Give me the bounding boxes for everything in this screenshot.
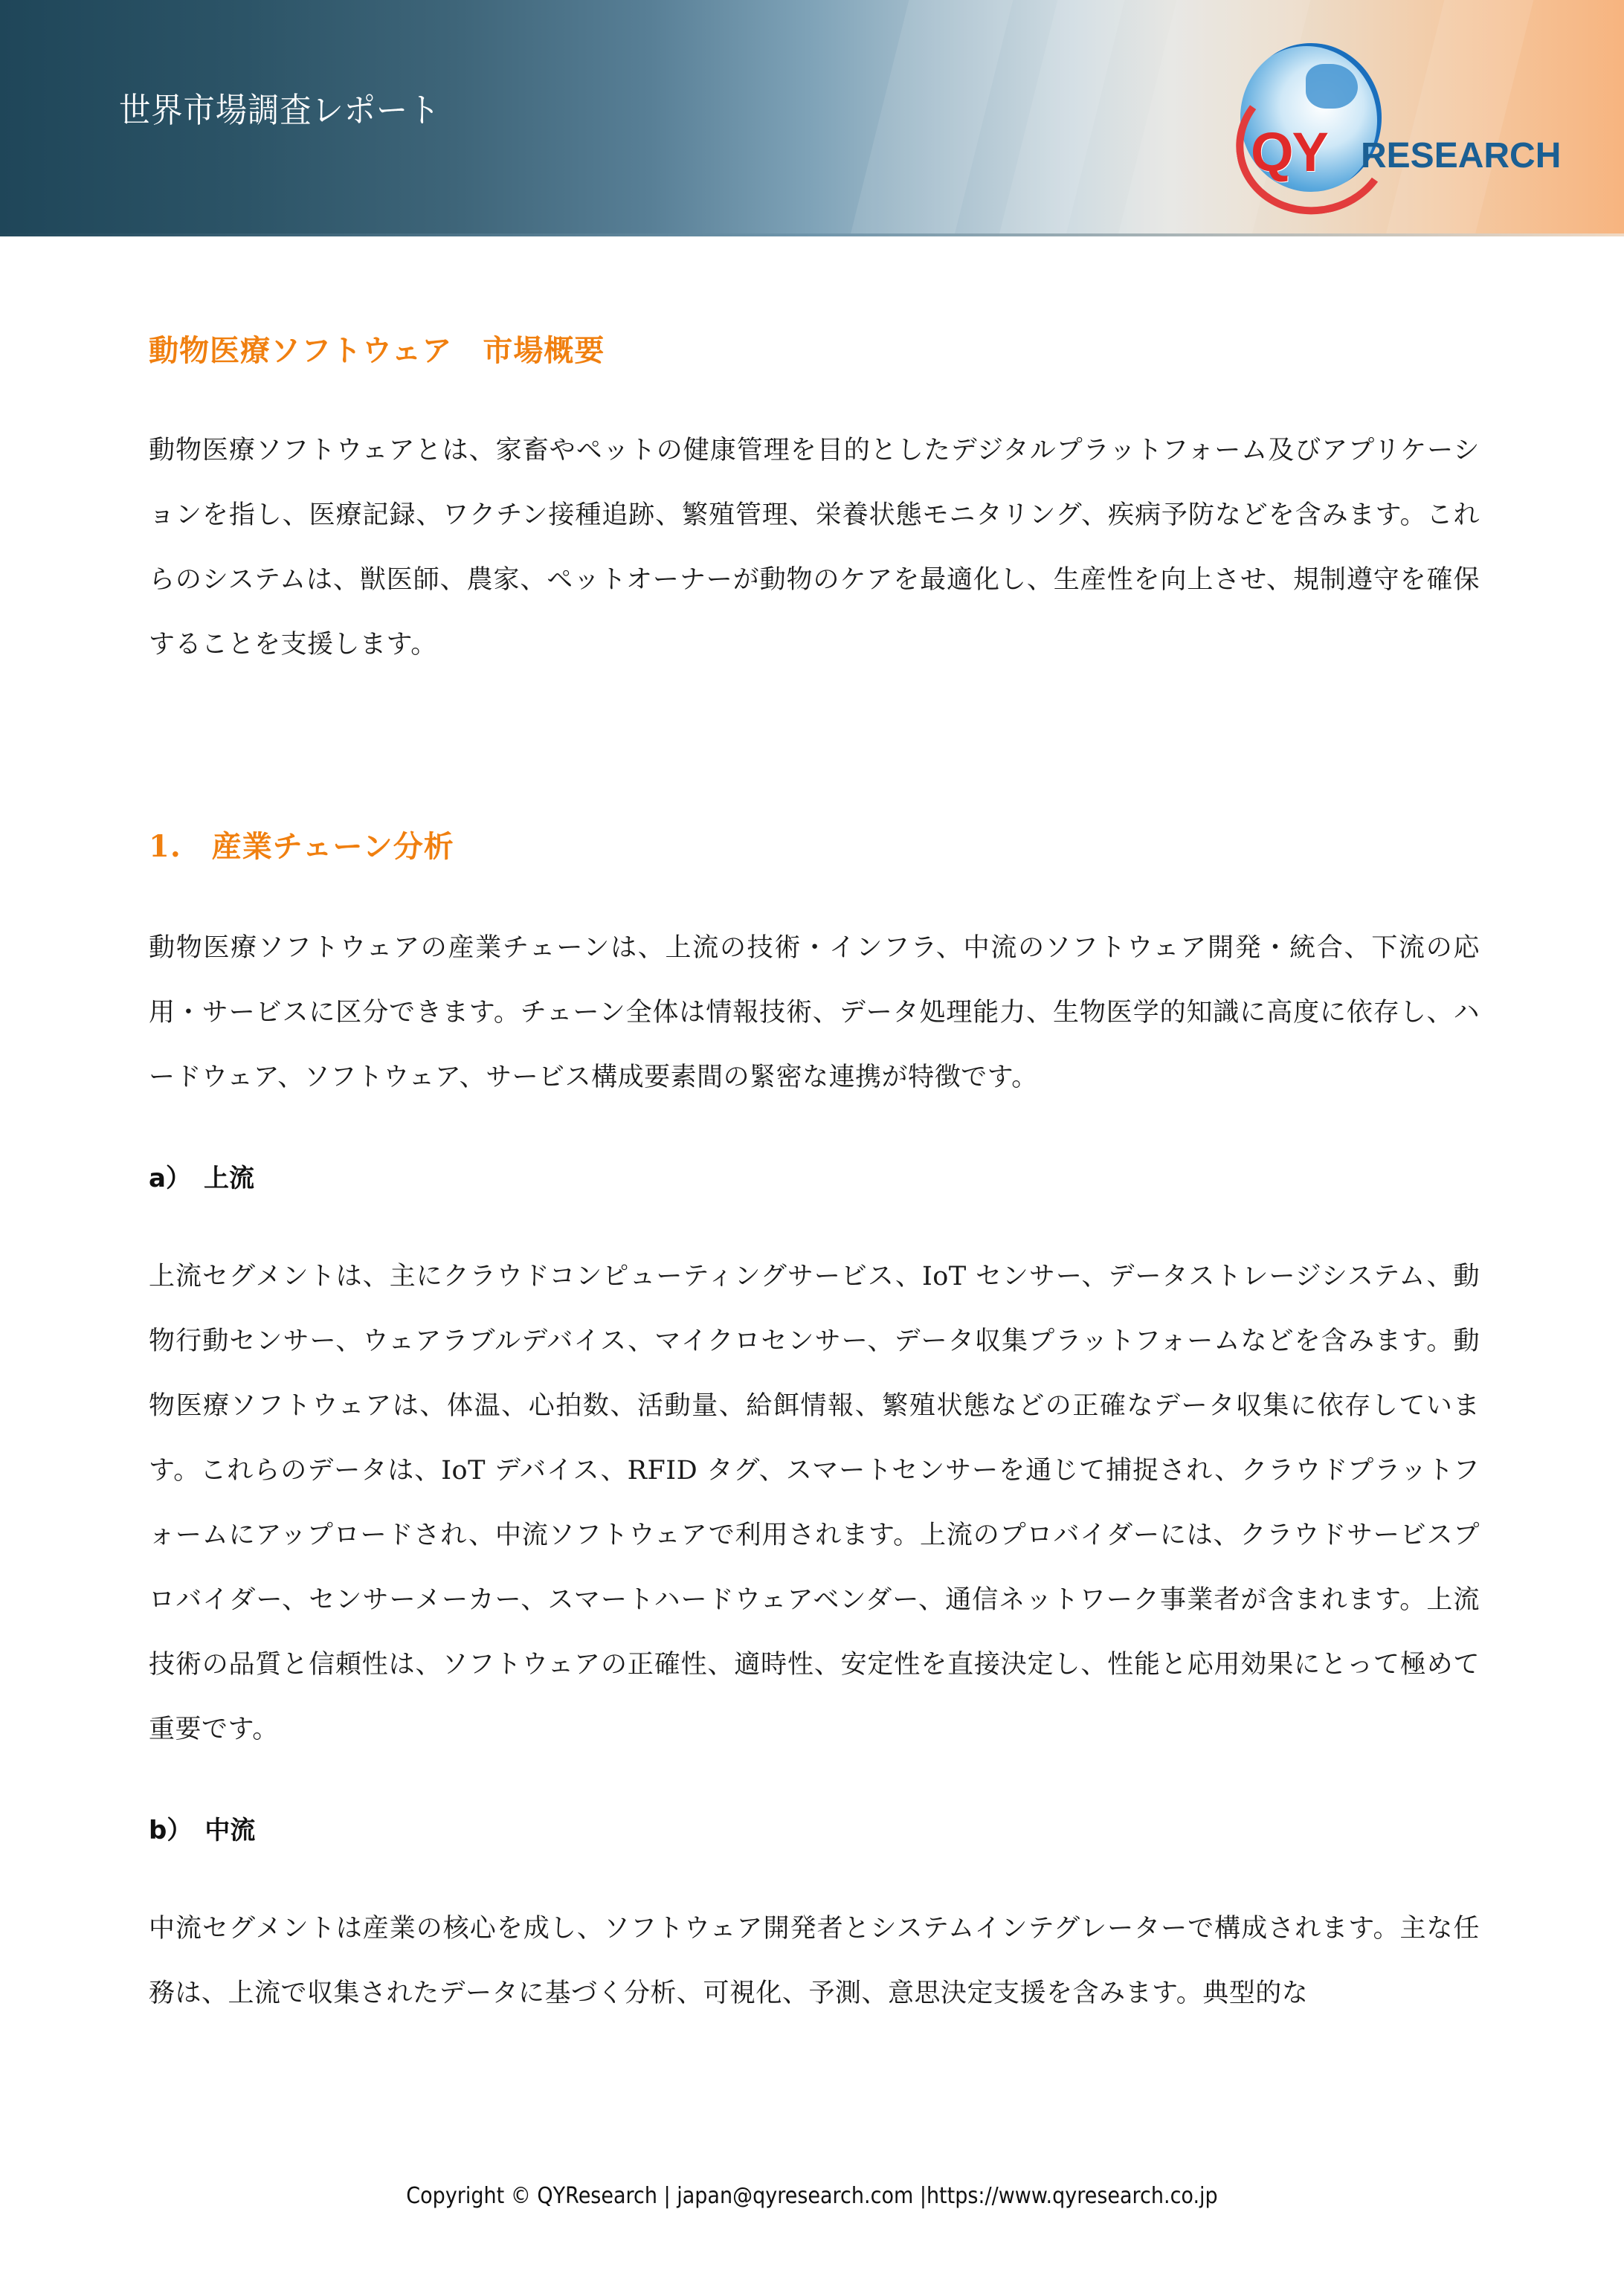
footer-copyright: Copyright © QYResearch | japan@qyresearch.com |https://www.qyresearch.co.jp xyxy=(406,2183,1218,2209)
overview-paragraph: 動物医療ソフトウェアとは、家畜やペットの健康管理を目的としたデジタルプラットフォーム及びアプリケーションを指し、医療記録、ワクチン接種追跡、繁殖管理、栄養状態モニタリング、疾病予防などを含みます。これらのシステムは、獣医師、農家、ペットオーナーが動物のケアを最適化し、生産性を向上させ、規制遵守を確保することを支援します。 xyxy=(149,436,1480,660)
decorative-stripe xyxy=(839,0,1021,236)
logo-qy-text: QY xyxy=(1251,121,1327,183)
logo-research-text: RESEARCH xyxy=(1361,136,1562,175)
midstream-paragraph: 中流セグメントは産業の核心を成し、ソフトウェア開発者とシステムインテグレーターで構成されます。主な任務は、上流で収集されたデータに基づく分析、可視化、予測、意思決定支援を含みます。典型的な xyxy=(149,1914,1480,2008)
section-1-heading: 1. 産業チェーン分析 xyxy=(149,829,454,864)
header-divider xyxy=(0,233,1624,236)
document-body xyxy=(149,320,1480,2026)
qyresearch-logo xyxy=(1234,43,1562,199)
section-1-intro-paragraph: 動物医療ソフトウェアの産業チェーンは、上流の技術・インフラ、中流のソフトウェア開発・統合、下流の応用・サービスに区分できます。チェーン全体は情報技術、データ処理能力、生物医学的知識に高度に依存し、ハードウェア、ソフトウェア、サービス構成要素間の緊密な連携が特徴です。 xyxy=(149,933,1480,1092)
upstream-paragraph: 上流セグメントは、主にクラウドコンピューティングサービス、IoT センサー、データストレージシステム、動物行動センサー、ウェアラブルデバイス、マイクロセンサー、データ収集プラットフォームなどを含みます。動物医療ソフトウェアは、体温、心拍数、活動量、給餌情報、繁殖状態などの正確なデータ収集に依存しています。これらのデータは、IoT デバイス、RFID タグ、スマートセンサーを通じて捕捉され、クラウドプラットフォームにアップロードされ、中流ソフトウェアで利用されます。上流のプロバイダーには、クラウドサービスプロバイダー、センサーメーカー、スマートハードウェアベンダー、通信ネットワーク事業者が含まれます。上流技術の品質と信頼性は、ソフトウェアの正確性、適時性、安定性を直接決定し、性能と応用効果にとって極めて重要です。 xyxy=(149,1262,1480,1744)
midstream-heading: b） 中流 xyxy=(149,1816,256,1845)
report-header-banner xyxy=(0,0,1624,236)
decorative-stripe xyxy=(987,0,1132,236)
report-title: 世界市場調査レポート xyxy=(119,90,441,130)
overview-heading: 動物医療ソフトウェア 市場概要 xyxy=(149,333,605,368)
upstream-heading: a） 上流 xyxy=(149,1164,254,1193)
